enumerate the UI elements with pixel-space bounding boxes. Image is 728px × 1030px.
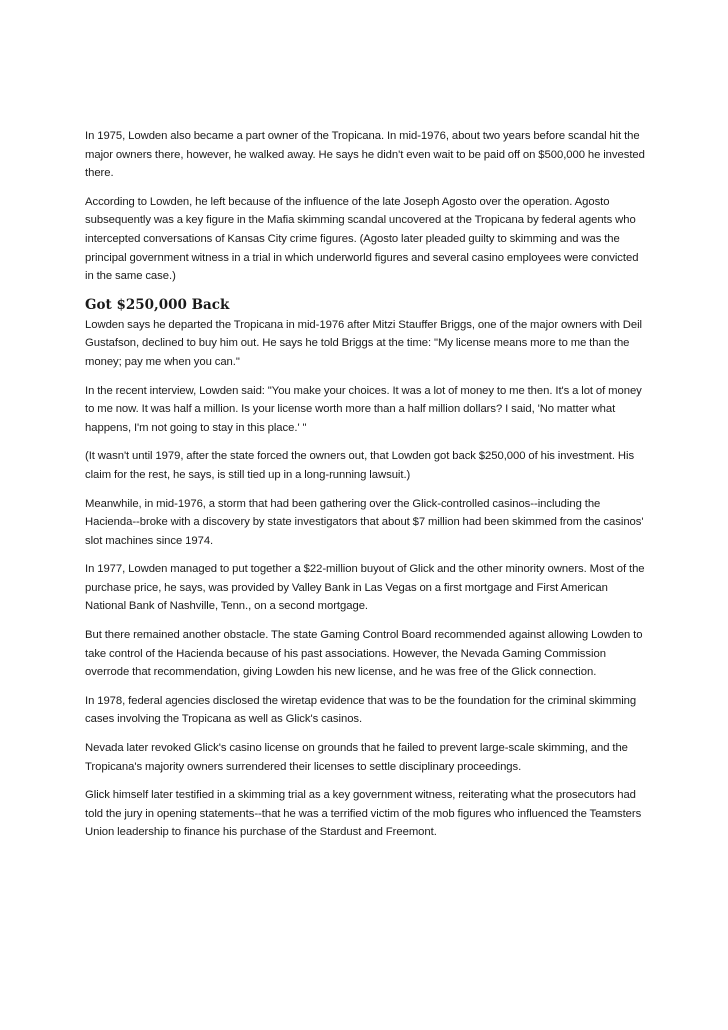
paragraph: But there remained another obstacle. The state Gaming Control Board recommended against allowing Lowden to take control of the Hacienda because of his past associations. However, the Nevada Gaming Commission overrode that recommendation, giving Lowden his new license, and he was free of the Glick connection. bbox=[85, 629, 643, 679]
paragraph: Lowden says he departed the Tropicana in mid-1976 after Mitzi Stauffer Briggs, one of the major owners with Deil Gustafson, declined to buy him out. He says he told Briggs at the time: "My license means more to me than the money; pay me when you can." bbox=[85, 318, 642, 368]
section-heading: Got $250,000 Back bbox=[85, 296, 230, 313]
document-body bbox=[85, 127, 645, 852]
paragraph: According to Lowden, he left because of the influence of the late Joseph Agosto over the operation. Agosto subsequently was a key figure in the Mafia skimming scandal uncovered at the Tropicana by federal agents who intercepted conversations of Kansas City crime figures. (Agosto later pleaded guilty to skimming and was the principal government witness in a trial in which underworld figures and several casino employees were convicted in the same case.) bbox=[85, 195, 639, 283]
paragraph: In 1975, Lowden also became a part owner of the Tropicana. In mid-1976, about two years before scandal hit the major owners there, however, he walked away. He says he didn't even wait to be paid off on $500,000 he invested there. bbox=[85, 130, 645, 180]
paragraph: In 1977, Lowden managed to put together a $22-million buyout of Glick and the other minority owners. Most of the purchase price, he says, was provided by Valley Bank in Las Vegas on a first mortgage and First American National Bank of Nashville, Tenn., on a second mortgage. bbox=[85, 563, 645, 613]
paragraph: In the recent interview, Lowden said: "You make your choices. It was a lot of money to me then. It's a lot of money to me now. It was half a million. Is your license worth more than a half million dollars? I said, 'No matter what happens, I'm not going to stay in this place.' " bbox=[85, 384, 642, 434]
paragraph: Meanwhile, in mid-1976, a storm that had been gathering over the Glick-controlled casinos--including the Hacienda--broke with a discovery by state investigators that about $7 million had been skimmed from the casinos' slot machines since 1974. bbox=[85, 497, 644, 547]
paragraph: (It wasn't until 1979, after the state forced the owners out, that Lowden got back $250,000 of his investment. His claim for the rest, he says, is still tied up in a long-running lawsuit.) bbox=[85, 450, 635, 481]
paragraph: In 1978, federal agencies disclosed the wiretap evidence that was to be the foundation for the criminal skimming cases involving the Tropicana as well as Glick's casinos. bbox=[85, 694, 637, 726]
paragraph: Nevada later revoked Glick's casino license on grounds that he failed to prevent large-scale skimming, and the Tropicana's majority owners surrendered their licenses to settle disciplinary proceedings. bbox=[85, 742, 628, 773]
paragraph: Glick himself later testified in a skimming trial as a key government witness, reiterating what the prosecutors had told the jury in opening statements--that he was a terrified victim of the mob figures who influenced the Teamsters Union leadership to finance his purchase of the Stardust and Freemont. bbox=[85, 789, 642, 839]
